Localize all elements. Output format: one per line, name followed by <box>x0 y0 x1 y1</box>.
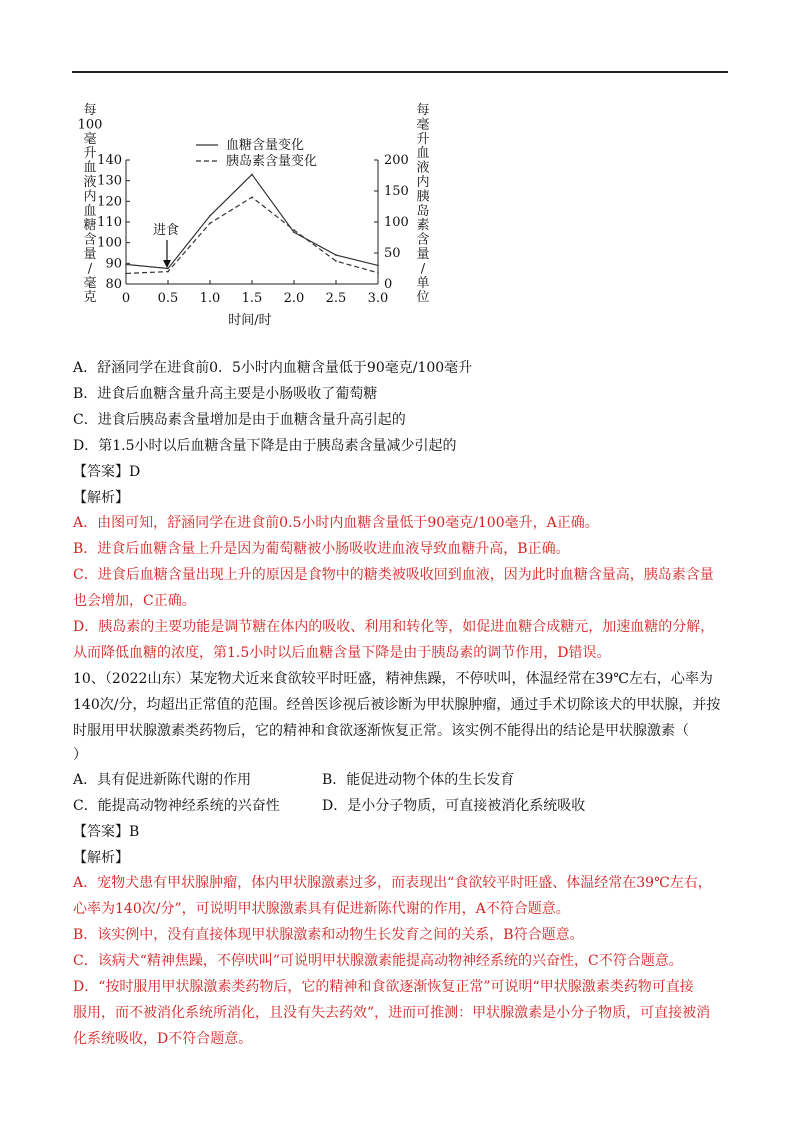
q10-stem-line: 10、（2022山东）某宠物犬近来食欲较平时旺盛，精神焦躁，不停吠叫，体温经常在39℃左右，心率为 <box>73 671 713 687</box>
glucose-data-point <box>209 215 211 217</box>
q10-analysis-title: 【解析】 <box>73 850 129 866</box>
right-y-axis-label: 胰 <box>416 189 430 205</box>
left-y-tick-label: 130 <box>97 173 122 189</box>
left-y-axis-label: 毫 <box>83 275 97 291</box>
x-tick-label: 1.0 <box>199 291 221 306</box>
right-y-axis-label: 含 <box>416 232 430 248</box>
q9-analysis-title: 【解析】 <box>73 490 129 506</box>
q10-answer: 【答案】B <box>73 824 140 840</box>
q10-stem-line: 时服用甲状腺激素类药物后，它的精神和食欲逐渐恢复正常。该实例不能得出的结论是甲状腺激素（ <box>73 723 689 739</box>
q9-analysis-line: 也会增加，C正确。 <box>73 593 196 609</box>
line-chart <box>78 100 438 340</box>
glucose-data-point <box>377 265 379 267</box>
right-y-axis-label: 毫 <box>416 117 430 133</box>
left-y-tick-label: 110 <box>97 215 122 230</box>
right-y-tick-label: 50 <box>384 246 401 261</box>
right-y-axis-label: 每 <box>416 103 430 118</box>
q9-analysis-line: B．进食后血糖含量上升是因为葡萄糖被小肠吸收进血液导致血糖升高，B正确。 <box>73 541 570 557</box>
glucose-data-point <box>293 232 295 234</box>
left-y-axis-label: 血 <box>83 160 97 176</box>
left-y-tick-label: 140 <box>97 153 122 168</box>
right-y-tick-label: 200 <box>384 153 409 168</box>
left-y-axis-label: 每 <box>83 103 97 118</box>
right-y-axis-label: 血 <box>416 146 430 162</box>
glucose-data-point <box>125 264 127 266</box>
q10-stem-line: ） <box>73 747 87 763</box>
q10-analysis-line: 化系统吸收，D不符合题意。 <box>73 1031 253 1047</box>
left-y-tick-label: 100 <box>97 235 122 251</box>
left-y-axis-label: 100 <box>78 117 103 133</box>
left-y-tick-label: 120 <box>97 194 122 210</box>
insulin-data-point <box>167 271 169 273</box>
q10-analysis-line: 心率为140次/分”，可说明甲状腺激素具有促进新陈代谢的作用，A不符合题意。 <box>73 901 570 917</box>
left-y-axis-label: 血 <box>83 203 97 219</box>
chart-svg <box>78 100 438 340</box>
q9-answer: 【答案】D <box>73 464 141 480</box>
insulin-data-point <box>335 260 337 262</box>
q9-option-d: D．第1.5小时以后血糖含量下降是由于胰岛素含量减少引起的 <box>73 438 457 454</box>
x-tick-label: 2.0 <box>283 291 305 306</box>
left-y-tick-label: 90 <box>105 256 122 272</box>
annotation-label: 进食 <box>152 223 180 238</box>
right-y-axis-label: 量 <box>416 247 430 262</box>
q9-analysis-line: 从而降低血糖的浓度，第1.5小时以后血糖含量下降是由于胰岛素的调节作用，D错误。 <box>73 645 611 661</box>
header-rule <box>72 71 728 73</box>
glucose-data-point <box>335 254 337 256</box>
glucose-series-line <box>126 174 378 268</box>
insulin-data-point <box>125 273 127 275</box>
left-y-tick-label: 80 <box>105 277 122 292</box>
right-y-axis-label: 岛 <box>416 203 430 219</box>
q10-analysis-line: A．宠物犬患有甲状腺肿瘤，体内甲状腺激素过多，而表现出“食欲较平时旺盛、体温经常在39℃左右， <box>73 875 712 891</box>
left-y-axis-label: 内 <box>83 189 97 205</box>
left-y-axis-label: 含 <box>83 232 97 248</box>
right-y-axis-label: 内 <box>416 175 430 190</box>
right-y-axis-label: 素 <box>416 218 430 234</box>
left-y-axis-label: 液 <box>83 175 97 190</box>
right-y-axis-label: 液 <box>416 160 430 176</box>
x-tick-label: 3.0 <box>367 291 389 306</box>
left-y-axis-label: / <box>87 261 93 277</box>
right-y-axis-label: / <box>420 261 426 277</box>
q10-option-c: C．能提高动物神经系统的兴奋性 <box>73 798 280 814</box>
q10-analysis-line: 服用，而不被消化系统所消化，且没有失去药效”，进而可推测：甲状腺激素是小分子物质，可直接被消 <box>73 1005 711 1021</box>
q10-option-b: B．能促进动物个体的生长发育 <box>322 772 515 788</box>
right-y-axis-label: 升 <box>416 131 430 147</box>
x-tick-label: 0 <box>121 291 131 306</box>
q9-analysis-line: C．进食后血糖含量出现上升的原因是食物中的糖类被吸收回到血液，因为此时血糖含量高，胰岛素含量 <box>73 567 714 583</box>
insulin-data-point <box>209 222 211 224</box>
right-y-tick-label: 0 <box>384 277 393 292</box>
left-y-axis-label: 量 <box>83 247 97 262</box>
insulin-data-point <box>293 229 295 231</box>
q10-analysis-line: B．该实例中，没有直接体现甲状腺激素和动物生长发育之间的关系，B符合题意。 <box>73 927 584 943</box>
q9-analysis-line: D．胰岛素的主要功能是调节糖在体内的吸收、利用和转化等，如促进血糖合成糖元，加速血糖的分解， <box>73 619 715 635</box>
right-y-axis-label: 单 <box>416 275 430 291</box>
x-tick-label: 0.5 <box>157 291 179 306</box>
left-y-axis-label: 升 <box>83 146 97 162</box>
q10-analysis-line: C．该病犬“精神焦躁，不停吠叫”可说明甲状腺激素能提高动物神经系统的兴奋性，C不符合题意。 <box>73 953 683 969</box>
left-y-axis-label: 毫 <box>83 131 97 147</box>
q9-option-c: C．进食后胰岛素含量增加是由于血糖含量升高引起的 <box>73 412 406 428</box>
insulin-data-point <box>251 196 253 198</box>
insulin-data-point <box>377 272 379 274</box>
q9-option-b: B．进食后血糖含量升高主要是小肠吸收了葡萄糖 <box>73 386 378 402</box>
q10-option-d: D．是小分子物质，可直接被消化系统吸收 <box>322 798 586 814</box>
glucose-data-point <box>167 268 169 270</box>
x-tick-label: 2.5 <box>325 291 347 306</box>
x-axis-label: 时间/时 <box>228 313 272 328</box>
q10-option-a: A．具有促进新陈代谢的作用 <box>73 772 252 788</box>
left-y-axis-label: 糖 <box>83 218 97 234</box>
left-y-axis-label: 克 <box>83 290 97 306</box>
legend-label-insulin: 胰岛素含量变化 <box>226 154 318 169</box>
q10-analysis-line: D．“按时服用甲状腺激素类药物后，它的精神和食欲逐渐恢复正常”可说明“甲状腺激素类药物可直接 <box>73 979 694 995</box>
x-tick-label: 1.5 <box>241 291 263 306</box>
glucose-data-point <box>251 174 253 176</box>
right-y-axis-label: 位 <box>416 290 430 306</box>
right-y-tick-label: 150 <box>384 184 409 199</box>
q9-analysis-line: A．由图可知，舒涵同学在进食前0.5小时内血糖含量低于90毫克/100毫升，A正确。 <box>73 515 599 531</box>
q10-stem-line: 140次/分，均超出正常值的范围。经兽医诊视后被诊断为甲状腺肿瘤，通过手术切除该犬的甲状腺，并按 <box>73 697 721 713</box>
right-y-tick-label: 100 <box>384 215 409 230</box>
legend-label-glucose: 血糖含量变化 <box>226 138 305 153</box>
q9-option-a: A．舒涵同学在进食前0．5小时内血糖含量低于90毫克/100毫升 <box>73 360 473 376</box>
